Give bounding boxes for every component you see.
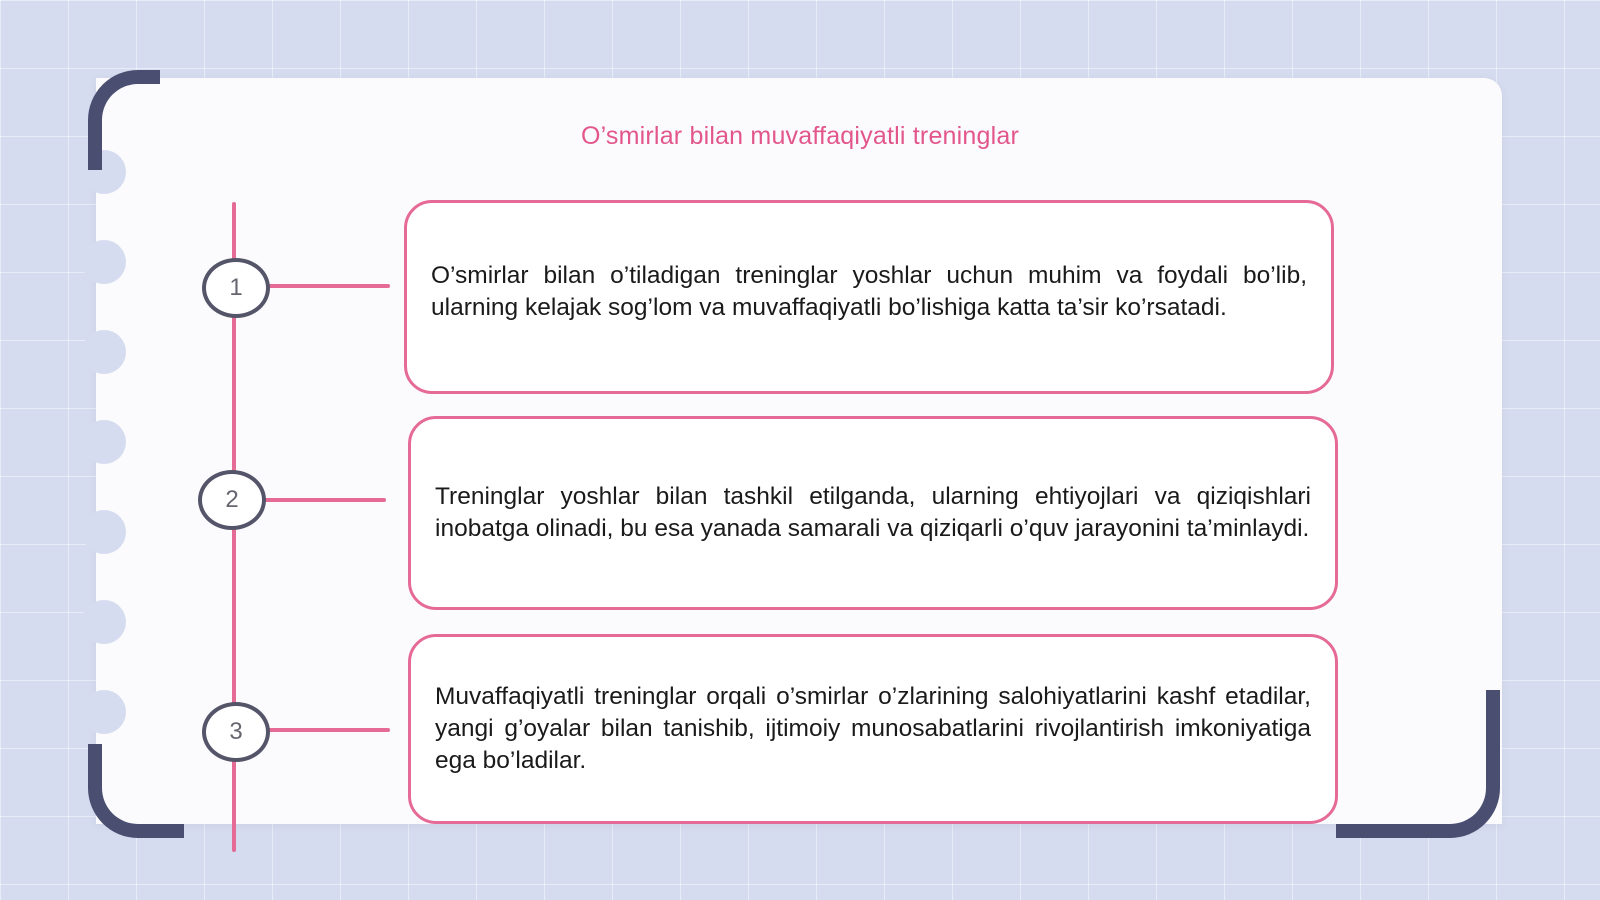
step-text: Muvaffaqiyatli treninglar orqali o’smirlar o’zlarining salohiyatlarini kashf etadilar, yangi g’oyalar bilan tanishib, ijtimoiy munosabatlarini rivojlantirish imkoniyatiga ega bo’ladilar.: [435, 683, 1311, 774]
timeline-connector: [266, 284, 390, 288]
step-number: 1: [229, 274, 243, 301]
paper-notch: [82, 240, 126, 284]
frame-corner-bottom-left: [88, 744, 184, 838]
paper-notch: [82, 600, 126, 644]
paper-notch: [82, 420, 126, 464]
step-number-circle: [202, 258, 270, 318]
step-text: Treninglar yoshlar bilan tashkil etilganda, ularning ehtiyojlari va qiziqishlari inobatga olinadi, bu esa yanada samarali va qiziqarli o’quv jarayonini ta’minlaydi.: [435, 483, 1311, 542]
step-card: [408, 416, 1338, 610]
timeline-connector: [262, 498, 386, 502]
step-number: 2: [225, 486, 239, 513]
step-number-circle: [198, 470, 266, 530]
frame-corner-bottom-right: [1336, 690, 1500, 838]
slide-title: O’smirlar bilan muvaffaqiyatli treninglar: [580, 122, 1019, 150]
step-text: O’smirlar bilan o’tiladigan treninglar yoshlar uchun muhim va foydali bo’lib, ularning kelajak sog’lom va muvaffaqiyatli bo’lishiga katta ta’sir ko’rsatadi.: [431, 262, 1307, 321]
step-card: [408, 634, 1338, 824]
paper-notch: [82, 510, 126, 554]
step-number: 3: [229, 718, 243, 745]
paper-notch: [82, 690, 126, 734]
paper-notch: [82, 330, 126, 374]
step-number-circle: [202, 702, 270, 762]
timeline-connector: [266, 728, 390, 732]
step-card: [404, 200, 1334, 394]
